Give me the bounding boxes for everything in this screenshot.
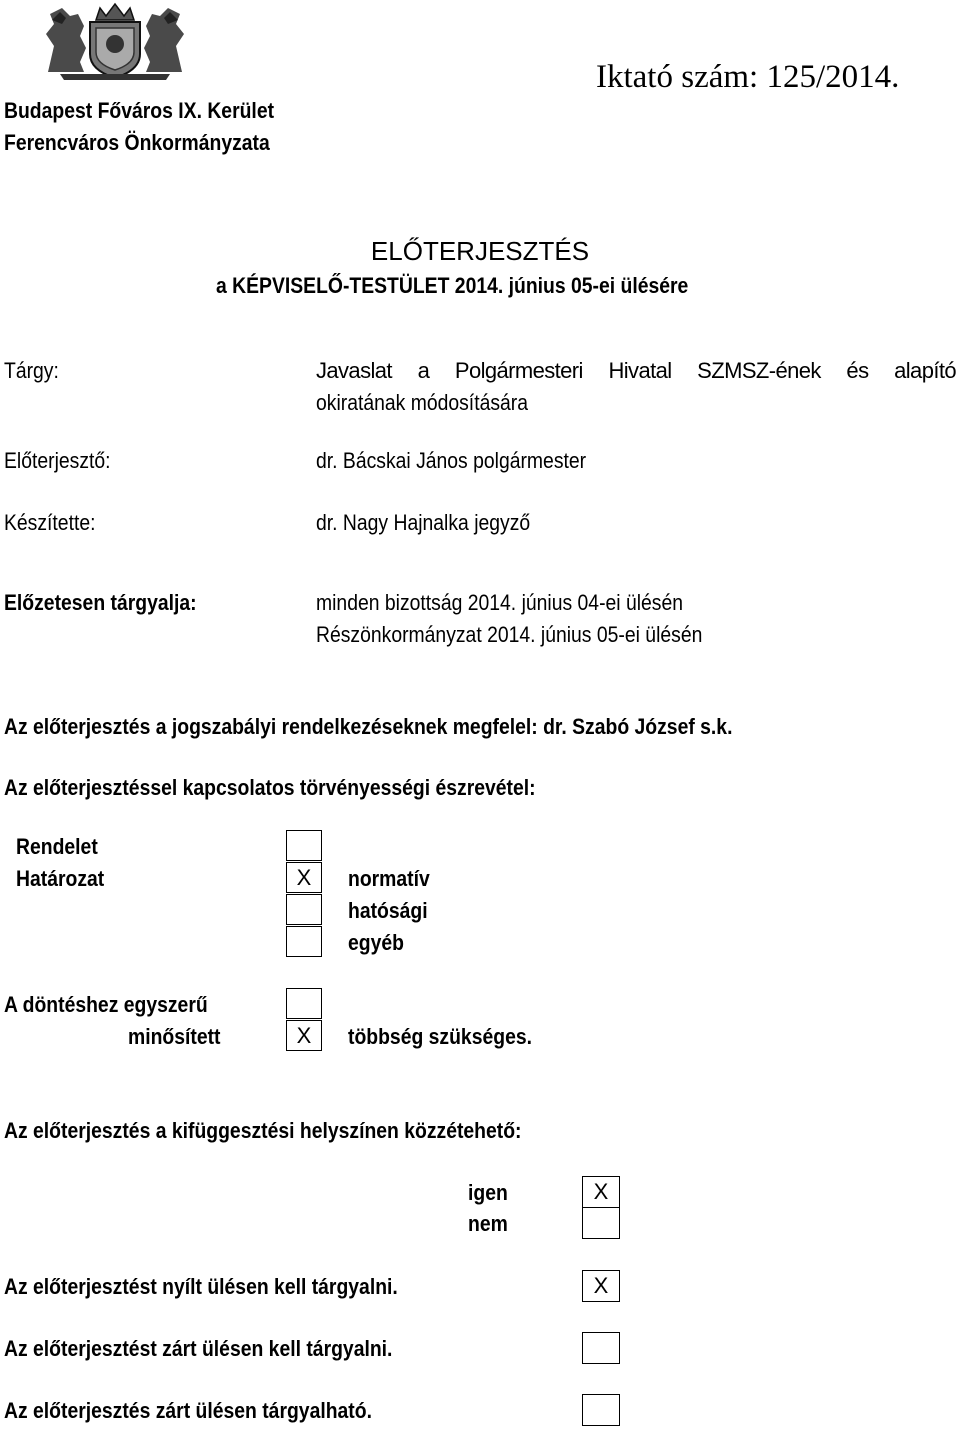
rendelet-checkbox[interactable] xyxy=(286,830,322,861)
igen-checkbox[interactable]: X xyxy=(582,1176,620,1208)
org-name-line2: Ferencváros Önkormányzata xyxy=(4,130,270,155)
presenter-label: Előterjesztő: xyxy=(4,448,111,473)
closable-session-label: Az előterjesztés zárt ülésen tárgyalható. xyxy=(4,1398,372,1423)
simple-majority-checkbox[interactable] xyxy=(286,988,322,1019)
igen-label: igen xyxy=(468,1180,508,1205)
coat-of-arms-logo xyxy=(40,2,190,80)
majority-label-line1: A döntéshez egyszerű xyxy=(4,992,208,1017)
open-session-label: Az előterjesztést nyílt ülésen kell tárgyalni. xyxy=(4,1274,398,1299)
hatarozat-normativ-checkbox[interactable]: X xyxy=(286,862,322,893)
prior-discussion-label: Előzetesen tárgyalja: xyxy=(4,590,197,615)
presenter-value: dr. Bácskai János polgármester xyxy=(316,448,587,473)
majority-suffix: többség szükséges. xyxy=(348,1024,532,1049)
closed-session-label: Az előterjesztést zárt ülésen kell tárgyalni. xyxy=(4,1336,393,1361)
subject-line2: okiratának módosítására xyxy=(316,390,528,415)
open-session-checkbox[interactable]: X xyxy=(582,1270,620,1302)
prior-discussion-line1: minden bizottság 2014. június 04-ei ülésén xyxy=(316,590,684,615)
hatosagi-label: hatósági xyxy=(348,898,428,923)
hatarozat-label: Határozat xyxy=(16,866,105,891)
prior-discussion-line2: Részönkormányzat 2014. június 05-ei ülésén xyxy=(316,622,703,647)
document-title: ELŐTERJESZTÉS xyxy=(370,236,590,266)
nem-checkbox[interactable] xyxy=(582,1207,620,1239)
closable-session-checkbox[interactable] xyxy=(582,1394,620,1426)
legal-remark-label: Az előterjesztéssel kapcsolatos törvényességi észrevétel: xyxy=(4,775,536,800)
majority-label-line2: minősített xyxy=(128,1024,221,1049)
nem-label: nem xyxy=(468,1211,508,1236)
registration-number: Iktató szám: 125/2014. xyxy=(596,59,900,95)
publication-label: Az előterjesztés a kifüggesztési helyszínen közzétehető: xyxy=(4,1118,522,1143)
subject-label: Tárgy: xyxy=(4,358,59,383)
org-name-line1: Budapest Főváros IX. Kerület xyxy=(4,98,275,123)
legal-compliance-statement: Az előterjesztés a jogszabályi rendelkezéseknek megfelel: dr. Szabó József s.k. xyxy=(4,714,733,739)
subject-line1: Javaslat a Polgármesteri Hivatal SZMSZ-ének és alapító xyxy=(316,358,956,383)
document-subtitle: a KÉPVISELŐ-TESTÜLET 2014. június 05-ei ülésére xyxy=(216,273,689,298)
egyeb-label: egyéb xyxy=(348,930,404,955)
prepared-label: Készítette: xyxy=(4,510,96,535)
normativ-label: normatív xyxy=(348,866,430,891)
egyeb-checkbox[interactable] xyxy=(286,926,322,957)
prepared-value: dr. Nagy Hajnalka jegyző xyxy=(316,510,531,535)
qualified-majority-checkbox[interactable]: X xyxy=(286,1020,322,1051)
hatosagi-checkbox[interactable] xyxy=(286,894,322,925)
rendelet-label: Rendelet xyxy=(16,834,98,859)
closed-session-checkbox[interactable] xyxy=(582,1332,620,1364)
